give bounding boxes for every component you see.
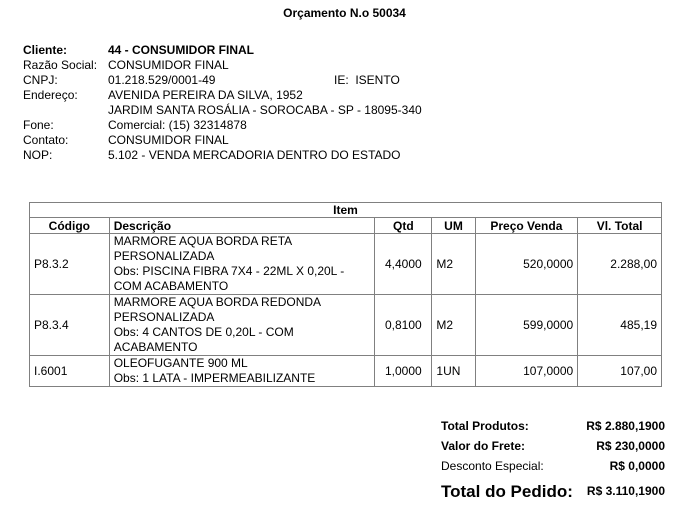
contato-label: Contato: bbox=[23, 133, 69, 147]
cell-total: 2.288,00 bbox=[578, 234, 662, 295]
col-header-codigo: Código bbox=[30, 218, 110, 234]
total-produtos-label: Total Produtos: bbox=[441, 419, 529, 433]
description-line: ACABAMENTO bbox=[113, 340, 198, 354]
cell-description bbox=[109, 234, 375, 295]
frete-label: Valor do Frete: bbox=[441, 439, 526, 453]
cell-qtd: 4,4000 bbox=[375, 234, 432, 295]
table-row bbox=[30, 295, 662, 356]
cnpj-value: 01.218.529/0001-49 bbox=[108, 73, 216, 87]
items-table bbox=[29, 202, 662, 387]
cell-total: 485,19 bbox=[578, 295, 662, 356]
col-header-descricao: Descrição bbox=[109, 218, 375, 234]
endereco-label: Endereço: bbox=[23, 88, 78, 102]
total-pedido-row bbox=[441, 479, 665, 505]
description-line: COM ACABAMENTO bbox=[113, 279, 229, 293]
table-row bbox=[30, 234, 662, 295]
nop-label: NOP: bbox=[23, 148, 53, 162]
desconto-row bbox=[441, 459, 665, 479]
cliente-label: Cliente: bbox=[23, 43, 68, 57]
description-line: Obs: PISCINA FIBRA 7X4 - 22ML X 0,20L - bbox=[113, 264, 345, 278]
fone-value: Comercial: (15) 32314878 bbox=[108, 118, 247, 132]
totals-block bbox=[441, 419, 665, 505]
razao-value: CONSUMIDOR FINAL bbox=[108, 58, 229, 72]
total-produtos-row bbox=[441, 419, 665, 439]
description-line: OLEOFUGANTE 900 ML bbox=[113, 356, 248, 370]
nop-value: 5.102 - VENDA MERCADORIA DENTRO DO ESTADO bbox=[108, 148, 401, 162]
cell-price: 520,0000 bbox=[475, 234, 578, 295]
frete-row bbox=[441, 439, 665, 459]
col-header-um: UM bbox=[432, 218, 475, 234]
description-line: Obs: 1 LATA - IMPERMEABILIZANTE bbox=[113, 371, 316, 385]
description-line: MARMORE AQUA BORDA REDONDA bbox=[113, 295, 322, 309]
ie-value: IE: ISENTO bbox=[334, 73, 400, 87]
total-pedido-label: Total do Pedido: bbox=[441, 482, 573, 501]
cell-um: 1UN bbox=[432, 356, 475, 387]
contato-value: CONSUMIDOR FINAL bbox=[108, 133, 229, 147]
col-header-total: Vl. Total bbox=[578, 218, 662, 234]
cell-um: M2 bbox=[432, 234, 475, 295]
cell-qtd: 0,8100 bbox=[375, 295, 432, 356]
cell-code: P8.3.4 bbox=[30, 295, 110, 356]
cell-code: P8.3.2 bbox=[30, 234, 110, 295]
total-produtos-value: R$ 2.880,1900 bbox=[586, 419, 665, 433]
description-line: Obs: 4 CANTOS DE 0,20L - COM bbox=[113, 325, 294, 339]
cnpj-label: CNPJ: bbox=[23, 73, 58, 87]
cell-qtd: 1,0000 bbox=[375, 356, 432, 387]
endereco-line1: AVENIDA PEREIRA DA SILVA, 1952 bbox=[108, 88, 303, 102]
table-row bbox=[30, 356, 662, 387]
cell-description bbox=[109, 295, 375, 356]
razao-label: Razão Social: bbox=[23, 58, 98, 72]
frete-value: R$ 230,0000 bbox=[596, 439, 665, 453]
description-line: MARMORE AQUA BORDA RETA bbox=[113, 234, 293, 248]
description-line: PERSONALIZADA bbox=[113, 310, 215, 324]
cell-um: M2 bbox=[432, 295, 475, 356]
cell-price: 107,0000 bbox=[475, 356, 578, 387]
fone-label: Fone: bbox=[23, 118, 54, 132]
col-header-preco: Preço Venda bbox=[475, 218, 578, 234]
total-pedido-value: R$ 3.110,1900 bbox=[586, 484, 665, 498]
description-line: PERSONALIZADA bbox=[113, 249, 215, 263]
cliente-value: 44 - CONSUMIDOR FINAL bbox=[108, 43, 255, 57]
desconto-label: Desconto Especial: bbox=[441, 459, 544, 473]
items-group-header: Item bbox=[30, 203, 662, 218]
endereco-line2: JARDIM SANTA ROSÁLIA - SOROCABA - SP - 18095-340 bbox=[108, 103, 422, 117]
col-header-qtd: Qtd bbox=[375, 218, 432, 234]
cell-code: I.6001 bbox=[30, 356, 110, 387]
cell-price: 599,0000 bbox=[475, 295, 578, 356]
desconto-value: R$ 0,0000 bbox=[609, 459, 665, 473]
page-title: Orçamento N.o 50034 bbox=[283, 6, 406, 20]
cell-description bbox=[109, 356, 375, 387]
cell-total: 107,00 bbox=[578, 356, 662, 387]
